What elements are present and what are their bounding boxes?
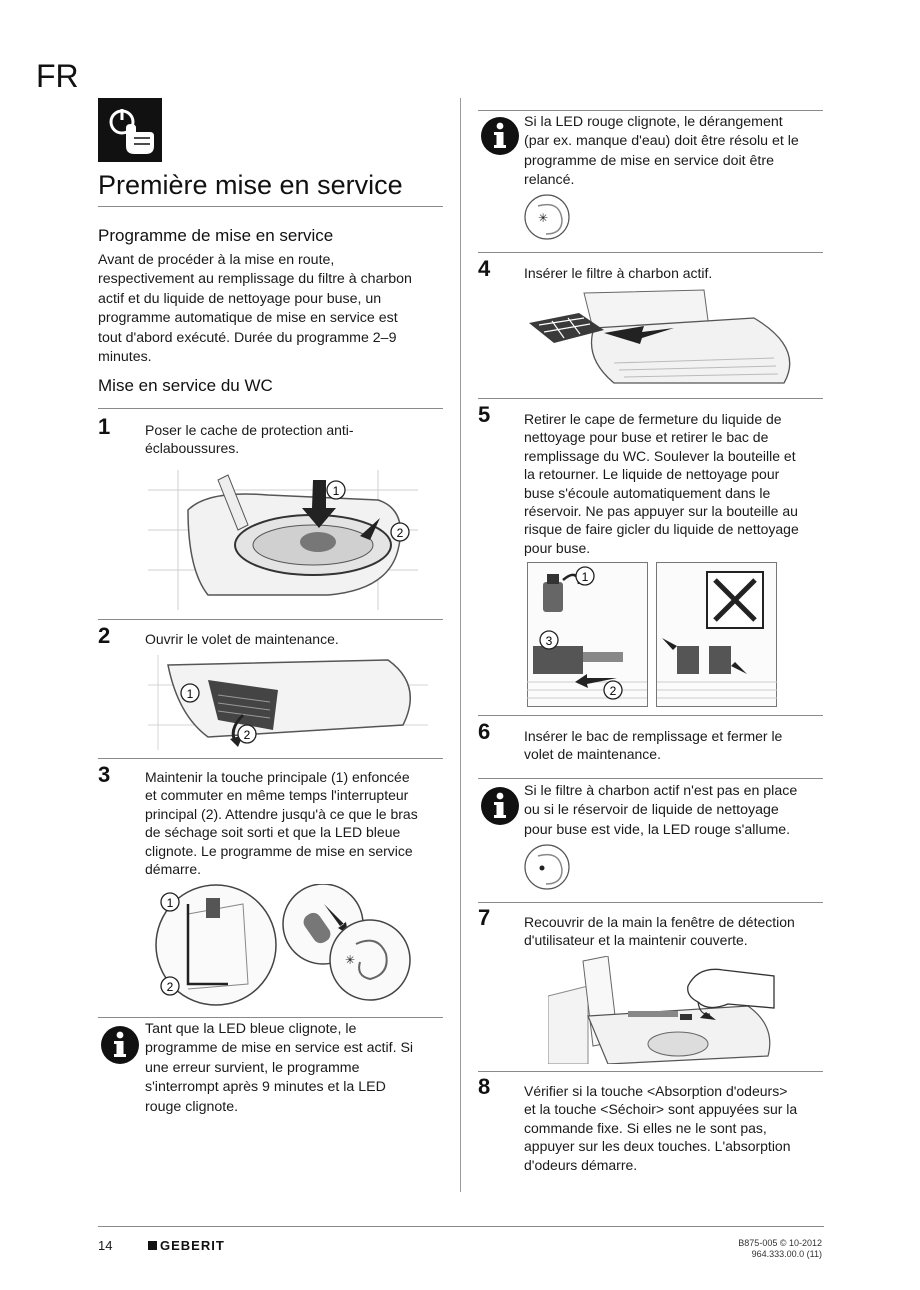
text-line: d'odeurs démarre. xyxy=(524,1156,638,1173)
text-line: Avant de procéder à la mise en route, xyxy=(98,252,335,268)
text-line: buse s'écoule automatiquement dans le xyxy=(524,484,771,501)
column-divider xyxy=(460,98,461,1192)
text-line: programme de mise en service est actif. Si xyxy=(145,1040,414,1057)
text-line: principal (2). Attendre jusqu'à ce que le bras xyxy=(145,805,418,822)
document-reference xyxy=(738,1238,822,1260)
text-line: ou si le réservoir de liquide de nettoyage xyxy=(524,802,779,819)
text-line: Poser le cache de protection anti- xyxy=(145,422,354,438)
illustration-cleaning-fluid xyxy=(527,562,777,707)
text-line: de séchage soit sorti et que la LED bleue xyxy=(145,824,401,841)
step-rule xyxy=(98,619,443,620)
info-icon xyxy=(480,786,520,826)
text-line: rouge clignote. xyxy=(145,1098,239,1115)
step-text xyxy=(524,913,824,950)
illustration-maintenance-flap xyxy=(148,655,428,750)
text-line: nettoyage pour buse et retirer le bac de xyxy=(524,429,769,446)
step-number: 1 xyxy=(98,414,111,439)
logo-square-icon xyxy=(148,1241,157,1250)
text-line: Vérifier si la touche <Absorption d'odeurs> xyxy=(524,1083,788,1099)
text-line: pour buse est vide, la LED rouge s'allume. xyxy=(524,821,791,838)
text-line: minutes. xyxy=(98,349,152,366)
text-line: Retirer le cape de fermeture du liquide de xyxy=(524,411,782,427)
step-rule xyxy=(478,398,823,399)
text-line: respectivement au remplissage du filtre à charbon xyxy=(98,271,412,288)
callout-1: 1 xyxy=(186,687,194,701)
step-text xyxy=(145,630,445,648)
svg-text:✳: ✳ xyxy=(537,211,549,225)
note-rule xyxy=(98,1017,443,1018)
step-text xyxy=(524,1082,824,1174)
text-line: la retourner. Le liquide de nettoyage pour xyxy=(524,466,780,483)
text-line: Tant que la LED bleue clignote, le xyxy=(145,1021,357,1037)
text-line: s'interrompt après 9 minutes et la LED xyxy=(145,1079,386,1096)
text-line: Insérer le filtre à charbon actif. xyxy=(524,265,713,281)
brand-logo xyxy=(148,1238,225,1253)
callout-3: 3 xyxy=(545,634,553,648)
text-line: Ouvrir le volet de maintenance. xyxy=(145,631,339,647)
text-line: d'utilisateur et la maintenir couverte. xyxy=(524,932,748,949)
led-blink-icon xyxy=(524,194,570,240)
callout-2: 2 xyxy=(243,728,251,742)
step-rule xyxy=(478,1071,823,1072)
step-number: 6 xyxy=(478,719,491,744)
hand-touch-icon xyxy=(98,98,162,162)
illustration-hand-sensor xyxy=(548,956,776,1064)
svg-text:✳: ✳ xyxy=(344,953,356,967)
step-text xyxy=(524,410,824,557)
callout-1: 1 xyxy=(581,570,589,584)
step-number: 2 xyxy=(98,623,111,648)
ref-line: B875-005 © 10-2012 xyxy=(738,1238,822,1248)
brand-name: GEBERIT xyxy=(160,1238,225,1253)
text-line: Insérer le bac de remplissage et fermer le xyxy=(524,728,783,744)
step-text xyxy=(145,421,445,458)
text-line: et commuter en même temps l'interrupteur xyxy=(145,787,409,804)
step-rule xyxy=(478,715,823,716)
program-text xyxy=(98,251,443,367)
illustration-splash-cover xyxy=(148,470,418,610)
text-line: pour buse. xyxy=(524,539,591,556)
illustration-main-switch xyxy=(148,884,413,1006)
text-line: une erreur survient, le programme xyxy=(145,1059,360,1076)
callout-2: 2 xyxy=(609,684,617,698)
wc-heading: Mise en service du WC xyxy=(98,376,273,395)
step-number: 5 xyxy=(478,402,491,427)
step-number: 8 xyxy=(478,1074,491,1099)
page-title: Première mise en service xyxy=(98,170,403,200)
step-text xyxy=(145,768,445,878)
note-text xyxy=(524,782,824,840)
title-rule xyxy=(98,206,443,207)
footer-rule xyxy=(98,1226,824,1227)
callout-1: 1 xyxy=(332,484,340,498)
step-text xyxy=(524,727,824,764)
callout-1: 1 xyxy=(166,896,174,910)
step-number: 7 xyxy=(478,905,491,930)
text-line: réservoir. Ne pas appuyer sur la bouteille au xyxy=(524,503,798,520)
page-number: 14 xyxy=(98,1238,113,1253)
note-rule xyxy=(478,110,823,111)
led-on-icon xyxy=(524,844,570,890)
text-line: appuyer sur les deux touches. L'absorption xyxy=(524,1138,791,1155)
step-rule xyxy=(478,252,823,253)
text-line: programme automatique de mise en service est xyxy=(98,310,398,327)
step-number: 4 xyxy=(478,256,491,281)
text-line: Si le filtre à charbon actif n'est pas en place xyxy=(524,783,798,799)
callout-2: 2 xyxy=(166,980,174,994)
text-line: risque de faire gicler du liquide de nettoyage xyxy=(524,521,799,538)
info-icon xyxy=(480,116,520,156)
callout-2: 2 xyxy=(396,526,404,540)
language-code: FR xyxy=(36,58,79,94)
text-line: clignote. Le programme de mise en service xyxy=(145,842,413,859)
step-rule xyxy=(98,408,443,409)
ref-line: 964.333.00.0 (11) xyxy=(751,1249,822,1259)
step-rule xyxy=(98,758,443,759)
illustration-charcoal-filter xyxy=(524,288,814,388)
text-line: et la touche <Séchoir> sont appuyées sur la xyxy=(524,1101,798,1118)
note-text xyxy=(524,113,824,191)
note-text xyxy=(145,1020,445,1117)
text-line: démarre. xyxy=(145,861,202,878)
text-line: Si la LED rouge clignote, le dérangement xyxy=(524,114,783,130)
text-line: remplissage du WC. Soulever la bouteille et xyxy=(524,447,796,464)
info-icon xyxy=(100,1025,140,1065)
text-line: tout d'abord exécuté. Durée du programme 2–9 xyxy=(98,329,397,346)
text-line: Recouvrir de la main la fenêtre de détection xyxy=(524,914,795,930)
step-text xyxy=(524,264,824,282)
note-rule xyxy=(478,778,823,779)
program-heading: Programme de mise en service xyxy=(98,226,334,245)
text-line: programme de mise en service doit être xyxy=(524,152,774,169)
text-line: éclaboussures. xyxy=(145,440,240,457)
text-line: volet de maintenance. xyxy=(524,746,661,763)
text-line: Maintenir la touche principale (1) enfoncée xyxy=(145,769,410,785)
text-line: commande fixe. Si elles ne le sont pas, xyxy=(524,1119,767,1136)
text-line: actif et du liquide de nettoyage pour buse, un xyxy=(98,290,382,307)
step-number: 3 xyxy=(98,762,111,787)
step-rule xyxy=(478,902,823,903)
text-line: (par ex. manque d'eau) doit être résolu et le xyxy=(524,133,799,150)
text-line: relancé. xyxy=(524,172,575,189)
